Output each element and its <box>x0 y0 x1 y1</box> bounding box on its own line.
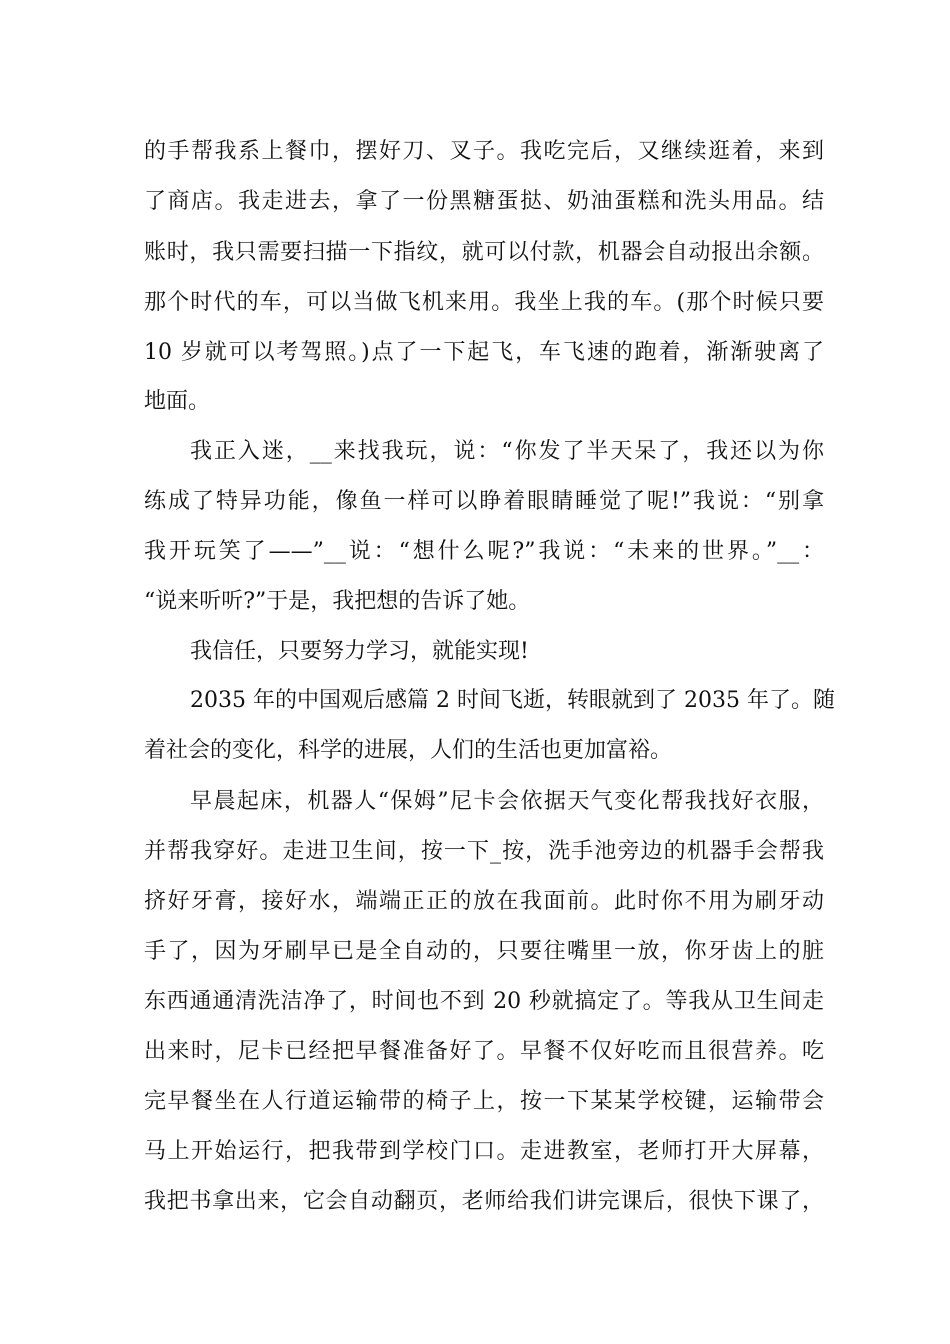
text-line: 地面。 <box>144 389 211 414</box>
text-line: 出来时，尼卡已经把早餐准备好了。早餐不仅好吃而且很营养。吃 <box>144 1039 824 1064</box>
text-line: 的手帮我系上餐巾，摆好刀、叉子。我吃完后，又继续逛着，来到 <box>144 139 824 164</box>
text-line: 那个时代的车，可以当做飞机来用。我坐上我的车。(那个时候只要 <box>144 290 824 315</box>
paragraph-first-line: 2035 年的中国观后感篇 2 时间飞逝，转眼就到了 2035 年了。随 <box>190 688 835 713</box>
text-line: 手了，因为牙刷早已是全自动的，只要往嘴里一放，你牙齿上的脏 <box>144 939 824 964</box>
text-line: 10 岁就可以考驾照。)点了一下起飞，车飞速的跑着，渐渐驶离了 <box>144 340 824 365</box>
paragraph-first-line: 我信任，只要努力学习，就能实现! <box>190 639 529 664</box>
text-line: 我开玩笑了——”__说：“想什么呢?”我说：“未来的世界。”__： <box>144 539 824 564</box>
text-line: 挤好牙膏，接好水，端端正正的放在我面前。此时你不用为刷牙动 <box>144 889 824 914</box>
text-line: 账时，我只需要扫描一下指纹，就可以付款，机器会自动报出余额。 <box>144 240 824 265</box>
text-line: 并帮我穿好。走进卫生间，按一下_按，洗手池旁边的机器手会帮我 <box>144 839 824 864</box>
text-line: 完早餐坐在人行道运输带的椅子上，按一下某某学校键，运输带会 <box>144 1089 824 1114</box>
text-line: 东西通通清洗洁净了，时间也不到 20 秒就搞定了。等我从卫生间走 <box>144 989 824 1014</box>
text-line: 着社会的变化，科学的进展，人们的生活也更加富裕。 <box>144 738 673 763</box>
text-line: 练成了特异功能，像鱼一样可以睁着眼睛睡觉了呢!”我说：“别拿 <box>144 489 824 514</box>
text-line: 了商店。我走进去，拿了一份黑糖蛋挞、奶油蛋糕和洗头用品。结 <box>144 189 824 214</box>
text-line: 马上开始运行，把我带到学校门口。走进教室，老师打开大屏幕， <box>144 1139 824 1164</box>
paragraph-first-line: 早晨起床，机器人“保姆”尼卡会依据天气变化帮我找好衣服， <box>190 789 824 814</box>
text-line: “说来听听?”于是，我把想的告诉了她。 <box>144 589 531 614</box>
text-line: 我把书拿出来，它会自动翻页，老师给我们讲完课后，很快下课了， <box>144 1189 824 1214</box>
paragraph-first-line: 我正入迷，__来找我玩，说：“你发了半天呆了，我还以为你 <box>190 439 824 464</box>
